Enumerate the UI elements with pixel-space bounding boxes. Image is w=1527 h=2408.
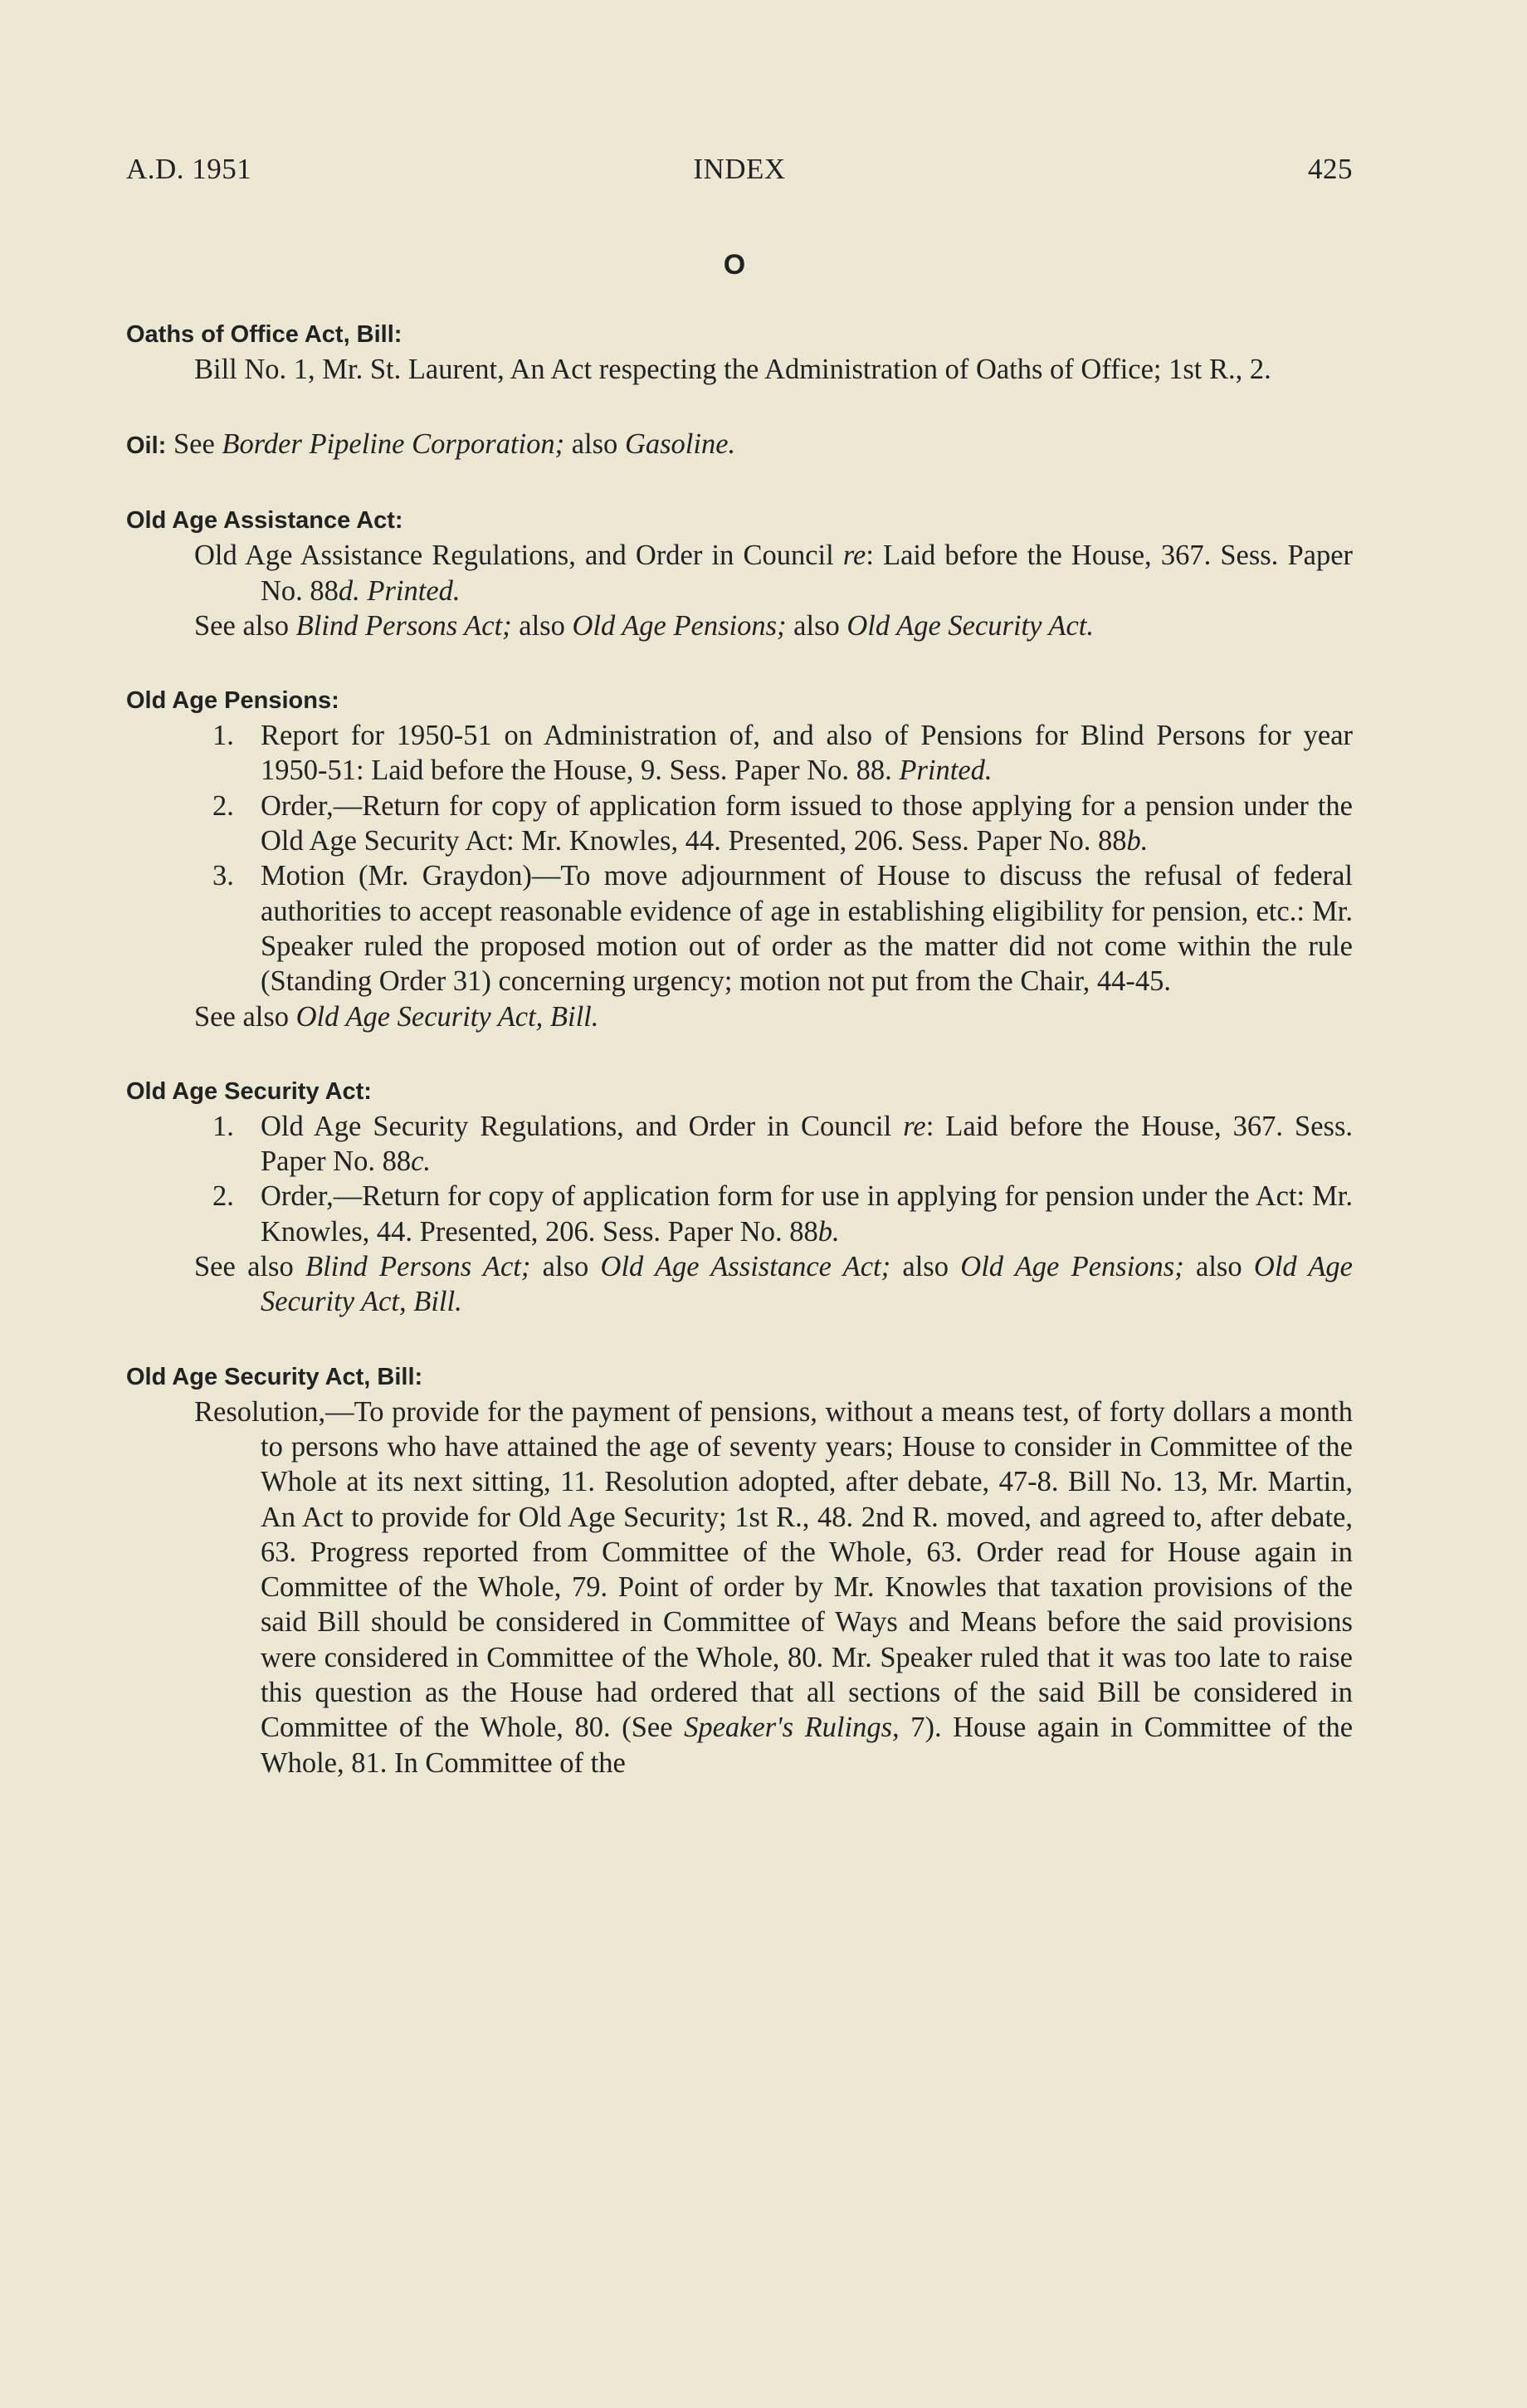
item-text: Order,—Return for copy of application form issued to those applying for a pension under the Old Age Security Act: Mr. Knowles, 44. Presented, 206. Sess. Paper No. 88: [261, 789, 1353, 857]
index-entries: [126, 317, 1353, 1780]
item-text: Report for 1950-51 on Administration of, and also of Pensions for Blind Persons for year 1950-51: Laid before the House, 9. Sess. Paper No. 88.: [261, 720, 1353, 787]
see-also: [126, 608, 1353, 643]
item-text: Motion (Mr. Graydon)—To move adjournment of House to discuss the refusal of federal authorities to accept reasonable evidence of age in establishing eligibility for pension, etc.: Mr. Speaker ruled the proposed motion out of order as the matter did not come within the rule (Standing Order 31) concerning urgency; motion not put from the Chair, 44-45.: [261, 860, 1353, 998]
list-item: [212, 1109, 1353, 1180]
italic-run: re: [903, 1110, 926, 1142]
numbered-list: [126, 718, 1353, 999]
text-run: See also: [194, 609, 296, 642]
cross-reference: Old Age Security Act, Bill.: [261, 1251, 1353, 1318]
italic-run: c.: [411, 1145, 432, 1178]
also-text: also: [564, 428, 625, 461]
cross-reference: Blind Persons Act;: [305, 1251, 531, 1283]
text-run: 7). House again in Committee of the Whole, 81. In Committee of the: [261, 1712, 1354, 1779]
italic-run: b.: [817, 1215, 840, 1248]
printed-note: Printed.: [367, 574, 461, 607]
cross-reference: Old Age Pensions;: [572, 609, 787, 642]
item-number: 1.: [212, 1110, 234, 1142]
entry-text: [126, 1394, 1353, 1780]
item-text: : Laid before the House, 367. Sess. Paper No. 88: [261, 1110, 1353, 1178]
list-item: [212, 858, 1353, 999]
text-run: also: [786, 609, 847, 642]
list-item: [212, 718, 1353, 789]
section-letter: O: [723, 249, 746, 281]
list-item: [212, 789, 1353, 859]
cross-reference: Blind Persons Act;: [295, 609, 512, 642]
entry-heading: Oil:: [126, 432, 167, 460]
entry-old-age-security-act: [126, 1074, 1353, 1320]
text-run: : Laid before the House, 367. Sess. Paper No. 88: [261, 540, 1353, 607]
running-header: [126, 153, 1353, 186]
cross-reference: Old Age Security Act.: [846, 609, 1095, 642]
text-run: Resolution,—To provide for the payment of pensions, without a means test, of forty dollars a month to persons who have attained the age of seventy years; House to consider in Committee of the Whole at its next sitting, 11. Resolution adopted, after debate, 47-8. Bill No. 13, Mr. Martin, An Act to provide for Old Age Security; 1st R., 48. 2nd R. moved, and agreed to, after debate, 63. Progress reported from Committee of the Whole, 63. Order read for House again in Committee of the Whole, 79. Point of order by Mr. Knowles that taxation provisions of the said Bill should be considered in Committee of Ways and Means before the said provisions were considered in Committee of the Whole, 80. Mr. Speaker ruled that it was too late to raise this question as the House had ordered that all sections of the said Bill be considered in Committee of the Whole, 80. (See: [194, 1395, 1353, 1744]
text-run: See also: [194, 1000, 296, 1033]
list-item: [212, 1179, 1353, 1249]
item-text: Old Age Security Regulations, and Order in Council: [261, 1110, 904, 1142]
see-also: [126, 999, 1353, 1034]
entry-old-age-security-act-bill: [126, 1360, 1353, 1780]
cross-reference: Speaker's Rulings,: [684, 1712, 900, 1744]
see-also: [126, 1249, 1353, 1320]
item-number: 1.: [212, 720, 234, 752]
printed-note: Printed.: [899, 755, 993, 787]
entry-text: Bill No. 1, Mr. St. Laurent, An Act respecting the Administration of Oaths of Office; 1st R., 2.: [194, 354, 1271, 385]
item-text: Order,—Return for copy of application form for use in applying for pension under the Act: Mr. Knowles, 44. Presented, 206. Sess. Paper No. 88: [261, 1180, 1353, 1248]
see-text: See: [173, 428, 222, 461]
item-number: 2.: [212, 1180, 234, 1213]
text-run: Old Age Assistance Regulations, and Order in Council: [194, 540, 843, 572]
italic-run: re: [842, 540, 866, 572]
text-run: also: [511, 609, 573, 642]
text-run: also: [890, 1251, 961, 1283]
entry-heading: Old Age Security Act:: [126, 1077, 372, 1105]
cross-reference: Old Age Security Act, Bill.: [295, 1000, 599, 1033]
entry-old-age-assistance-act: [126, 503, 1353, 643]
entry-old-age-pensions: [126, 683, 1353, 1034]
oil-see: [173, 428, 735, 460]
italic-run: d.: [338, 574, 360, 607]
entry-heading: Old Age Pensions:: [126, 687, 339, 715]
text-run: also: [530, 1251, 601, 1283]
entry-text: [126, 538, 1353, 608]
entry-oil: [126, 427, 1353, 463]
text-run: See also: [194, 1251, 305, 1283]
entry-oaths-of-office: [126, 317, 1353, 387]
numbered-list: [126, 1109, 1353, 1249]
page-number: 425: [1308, 153, 1353, 185]
item-number: 3.: [212, 860, 234, 892]
italic-run: b.: [1126, 825, 1149, 857]
cross-reference: Gasoline.: [624, 428, 736, 461]
entry-heading: Oaths of Office Act, Bill:: [126, 321, 402, 348]
entry-heading: Old Age Assistance Act:: [126, 507, 403, 535]
entry-heading: Old Age Security Act, Bill:: [126, 1363, 423, 1390]
cross-reference: Old Age Assistance Act;: [600, 1251, 891, 1283]
text-run: also: [1183, 1251, 1254, 1283]
item-number: 2.: [212, 789, 234, 822]
cross-reference: Old Age Pensions;: [960, 1251, 1184, 1283]
header-year: A.D. 1951: [126, 153, 252, 185]
cross-reference: Border Pipeline Corporation;: [222, 428, 565, 461]
header-title: INDEX: [693, 153, 786, 185]
